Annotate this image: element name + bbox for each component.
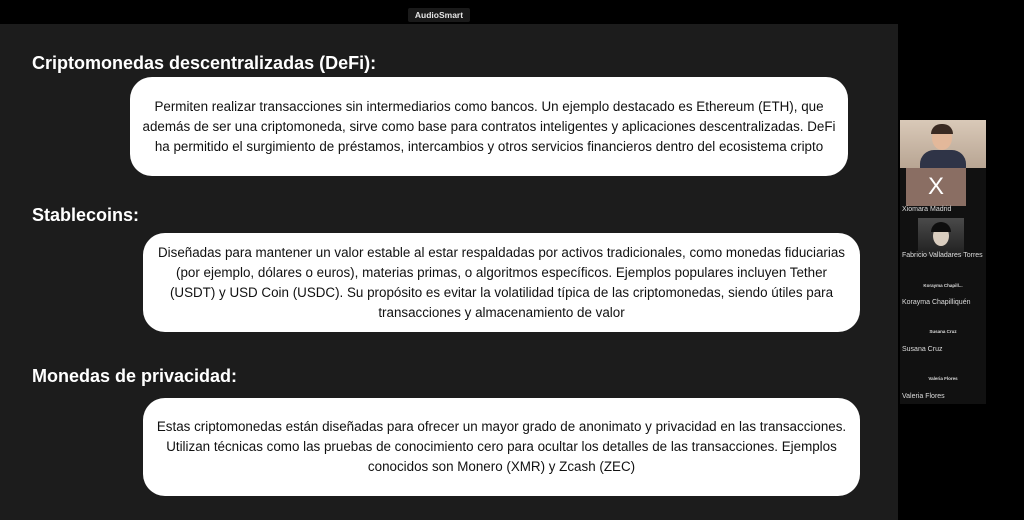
participant-name: Valeria Flores bbox=[902, 393, 945, 400]
participant-name: Fabricio Valladares Torres bbox=[902, 252, 983, 259]
section-text-privacidad: Estas criptomonedas están diseñadas para ofrecer un mayor grado de anonimato y privacidad en las transacciones. Utilizan técnicas como las pruebas de conocimiento cero para ocultar los detalles de las transacciones. Ejemplos conocidos son Monero (XMR) y Zcash (ZEC) bbox=[143, 398, 860, 496]
section-heading-stablecoins: Stablecoins: bbox=[32, 205, 140, 225]
section-text-defi: Permiten realizar transacciones sin intermediarios como bancos. Un ejemplo destacado es Ethereum (ETH), que además de ser una criptomoneda, sirve como base para contratos inteligentes y aplicaciones descentralizadas. DeFi ha permitido el surgimiento de préstamos, intercambios y otros servicios financieros dentro del ecosistema cripto bbox=[130, 77, 848, 176]
participants-panel bbox=[900, 120, 986, 404]
avatar[interactable] bbox=[918, 218, 964, 256]
participant-tile-label[interactable]: Susana Cruz bbox=[929, 329, 957, 334]
shared-slide bbox=[0, 24, 898, 520]
section-text-stablecoins: Diseñadas para mantener un valor estable al estar respaldadas por activos tradicionales, como monedas fiduciarias (por ejemplo, dólares o euros), materias primas, o algoritmos específicos. Ejemplos populares incluyen Tether (USDT) y USD Coin (USDC). Su propósito es evitar la volatilidad típica de las criptomonedas, siendo útiles para transacciones y almacenamiento de valor bbox=[143, 233, 860, 332]
app-title: AudioSmart bbox=[408, 8, 470, 22]
video-feed-icon bbox=[900, 120, 986, 168]
avatar[interactable]: X bbox=[906, 168, 966, 206]
participant-name: Xiomara Madrid bbox=[902, 206, 952, 213]
participant-tile-label[interactable]: Korayma Chapill... bbox=[923, 283, 963, 288]
section-heading-privacidad: Monedas de privacidad: bbox=[32, 366, 238, 386]
participant-name: Susana Cruz bbox=[902, 346, 943, 353]
participant-name: Korayma Chapilliquén bbox=[902, 299, 971, 306]
section-heading-defi: Criptomonedas descentralizadas (DeFi): bbox=[32, 53, 377, 73]
participant-tile-label[interactable]: Valeria Flores bbox=[928, 376, 958, 381]
